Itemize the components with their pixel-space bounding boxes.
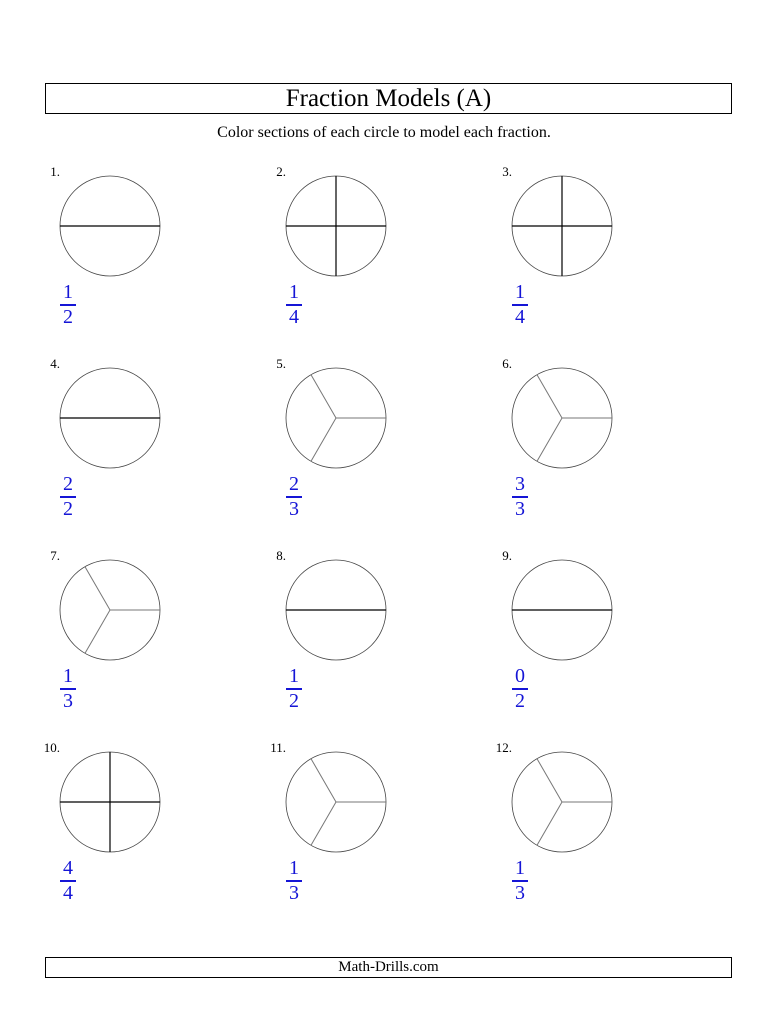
problem-2	[256, 164, 456, 354]
fraction-circle[interactable]	[512, 366, 622, 476]
fraction-denominator: 3	[63, 689, 73, 712]
fraction-label	[512, 282, 528, 327]
problem-number: 3.	[502, 164, 512, 179]
problem-number: 7.	[50, 548, 60, 563]
fraction-label	[60, 858, 76, 903]
fraction-label	[60, 666, 76, 711]
fraction-label	[286, 282, 302, 327]
fraction-numerator: 1	[515, 857, 525, 879]
fraction-numerator: 2	[63, 473, 73, 495]
problem-10	[30, 740, 230, 930]
worksheet-title: Fraction Models (A)	[45, 83, 732, 114]
fraction-denominator: 3	[515, 497, 525, 520]
problem-number: 4.	[50, 356, 60, 371]
fraction-label	[60, 282, 76, 327]
fraction-circle[interactable]	[512, 174, 622, 284]
footer-source: Math-Drills.com	[45, 957, 732, 978]
fraction-label	[512, 474, 528, 519]
fraction-numerator: 0	[515, 665, 525, 687]
fraction-label	[286, 474, 302, 519]
fraction-circle[interactable]	[286, 558, 396, 668]
problem-4	[30, 356, 230, 546]
fraction-denominator: 3	[515, 881, 525, 904]
fraction-circle[interactable]	[286, 750, 396, 860]
fraction-denominator: 3	[289, 497, 299, 520]
fraction-circle[interactable]	[286, 366, 396, 476]
problem-8	[256, 548, 456, 738]
fraction-numerator: 1	[63, 665, 73, 687]
section-divider	[537, 802, 562, 845]
fraction-denominator: 4	[63, 881, 73, 904]
fraction-label	[286, 858, 302, 903]
fraction-circle[interactable]	[60, 174, 170, 284]
fraction-circle[interactable]	[286, 174, 396, 284]
problem-number: 8.	[276, 548, 286, 563]
fraction-circle[interactable]	[512, 750, 622, 860]
fraction-label	[512, 666, 528, 711]
section-divider	[85, 567, 110, 610]
fraction-denominator: 2	[63, 497, 73, 520]
fraction-numerator: 1	[289, 857, 299, 879]
problem-9	[482, 548, 682, 738]
fraction-numerator: 4	[63, 857, 73, 879]
problem-number: 5.	[276, 356, 286, 371]
problem-5	[256, 356, 456, 546]
problem-3	[482, 164, 682, 354]
section-divider	[537, 375, 562, 418]
fraction-denominator: 4	[289, 305, 299, 328]
problem-number: 11.	[270, 740, 286, 755]
fraction-denominator: 2	[515, 689, 525, 712]
section-divider	[537, 759, 562, 802]
fraction-denominator: 3	[289, 881, 299, 904]
fraction-numerator: 1	[289, 281, 299, 303]
problem-number: 6.	[502, 356, 512, 371]
section-divider	[311, 418, 336, 461]
fraction-circle[interactable]	[60, 558, 170, 668]
problem-7	[30, 548, 230, 738]
section-divider	[311, 759, 336, 802]
instructions-text: Color sections of each circle to model each fraction.	[217, 124, 551, 141]
section-divider	[85, 610, 110, 653]
problem-number: 2.	[276, 164, 286, 179]
fraction-denominator: 4	[515, 305, 525, 328]
fraction-numerator: 1	[515, 281, 525, 303]
fraction-numerator: 3	[515, 473, 525, 495]
fraction-denominator: 2	[63, 305, 73, 328]
problem-number: 9.	[502, 548, 512, 563]
problem-number: 12.	[495, 740, 512, 755]
problem-number: 10.	[43, 740, 60, 755]
problem-6	[482, 356, 682, 546]
fraction-denominator: 2	[289, 689, 299, 712]
problem-11	[256, 740, 456, 930]
section-divider	[311, 375, 336, 418]
fraction-numerator: 2	[289, 473, 299, 495]
fraction-numerator: 1	[63, 281, 73, 303]
fraction-circle[interactable]	[512, 558, 622, 668]
problem-12	[482, 740, 682, 930]
fraction-numerator: 1	[289, 665, 299, 687]
fraction-label	[512, 858, 528, 903]
section-divider	[311, 802, 336, 845]
fraction-label	[286, 666, 302, 711]
fraction-circle[interactable]	[60, 366, 170, 476]
problem-number: 1.	[50, 164, 60, 179]
fraction-circle[interactable]	[60, 750, 170, 860]
fraction-label	[60, 474, 76, 519]
problem-1	[30, 164, 230, 354]
section-divider	[537, 418, 562, 461]
